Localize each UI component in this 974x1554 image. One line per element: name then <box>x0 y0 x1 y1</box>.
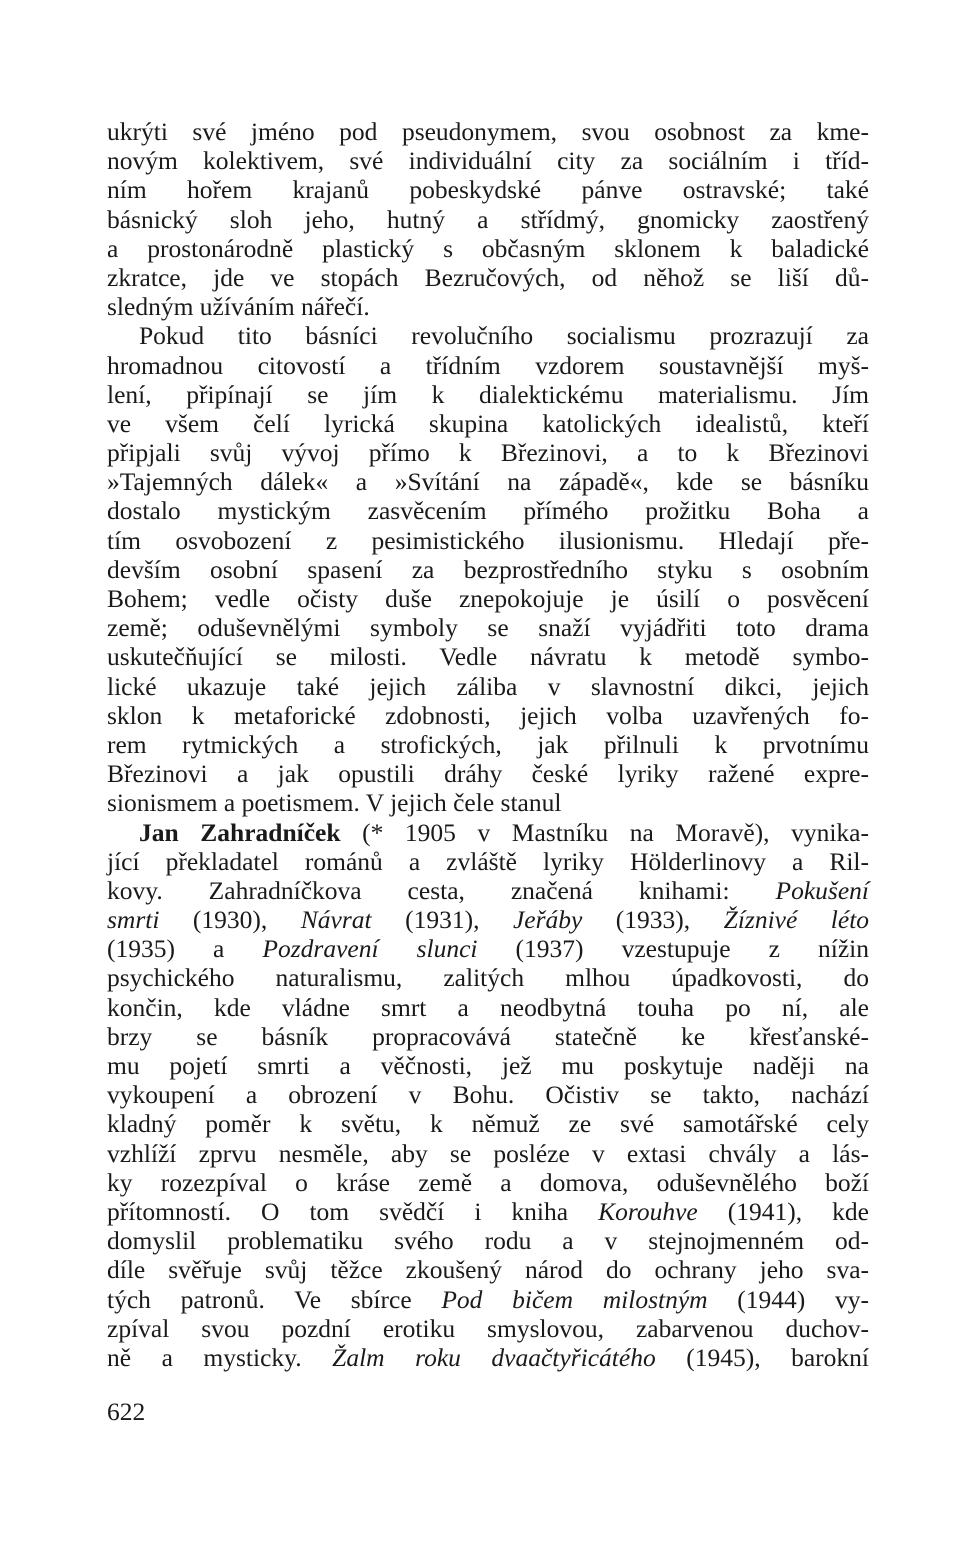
text-line <box>107 672 869 701</box>
text-run: jící překladatel románů a zvláště lyriky Hölderlinovy a Ril- <box>107 846 869 876</box>
text-line <box>107 1022 869 1051</box>
text-run: kovy. Zahradníčkova cesta, značená knihami: <box>107 875 776 905</box>
text-run: sledným užíváním nářečí. <box>107 292 370 322</box>
text-line <box>107 730 869 759</box>
text-line <box>107 993 869 1022</box>
text-run: domyslil problematiku svého rodu a v stejnojmenném od- <box>107 1226 869 1256</box>
text-line <box>107 496 869 525</box>
text-line <box>107 759 869 788</box>
text-line <box>107 380 869 409</box>
text-run: uskutečňující se milosti. Vedle návratu k metodě symbo- <box>107 642 869 672</box>
italic-title: Pokušení <box>775 875 869 905</box>
text-run: ky rozezpíval o kráse země a domova, oduševnělého boží <box>107 1167 869 1197</box>
text-run: sklon k metaforické zdobnosti, jejich volba uzavřených fo- <box>107 700 869 730</box>
page-number: 622 <box>107 1397 146 1426</box>
text-run: ve všem čelí lyrická skupina katolických idealistů, kteří <box>107 408 869 438</box>
text-line <box>107 788 869 817</box>
italic-title: Pod bičem milostným <box>441 1284 708 1314</box>
text-line <box>107 1314 869 1343</box>
text-run: přítomností. O tom svědčí i kniha <box>107 1196 599 1226</box>
text-run: Březinovi a jak opustili dráhy české lyriky ražené expre- <box>107 759 869 789</box>
text-line <box>107 438 869 467</box>
text-line <box>107 1197 869 1226</box>
text-run: dostalo mystickým zasvěcením přímého prožitku Boha a <box>107 496 869 526</box>
text-line <box>107 1109 869 1138</box>
body-text <box>107 117 869 1372</box>
text-run: devším osobní spasení za bezprostředního styku s osobním <box>107 554 869 584</box>
text-line <box>107 963 869 992</box>
text-run: mu pojetí smrti a věčnosti, jež mu poskytuje naději na <box>107 1051 869 1080</box>
text-run: »Tajemných dálek« a »Svítání na západě«, kde se básníku <box>107 467 869 497</box>
text-line <box>107 1168 869 1197</box>
text-run: lení, připínají se jím k dialektickému materialismu. Jím <box>107 379 869 409</box>
text-line <box>107 876 869 905</box>
text-line <box>107 263 869 292</box>
text-line <box>107 146 869 175</box>
text-line <box>107 934 869 963</box>
text-line <box>107 613 869 642</box>
text-run: vykoupení a obrození v Bohu. Očistiv se takto, nachází <box>107 1080 869 1110</box>
text-run: zkratce, jde ve stopách Bezručových, od něhož se liší dů- <box>107 262 869 292</box>
text-run: připjali svůj vývoj přímo k Březinovi, a to k Březinovi <box>107 438 869 468</box>
text-run: ukrýti své jméno pod pseudonymem, svou osobnost za kme- <box>107 117 869 146</box>
text-line <box>107 526 869 555</box>
text-line <box>107 584 869 613</box>
text-run: novým kolektivem, své individuální city za sociálním i tříd- <box>107 146 869 176</box>
text-run: tých patronů. Ve sbírce <box>107 1284 442 1314</box>
text-run: kladný poměr k světu, k němuž ze své samotářské cely <box>107 1109 869 1139</box>
text-run: (1944) vy- <box>707 1284 869 1314</box>
text-line <box>107 1285 869 1314</box>
text-run: a prostonárodně plastický s občasným sklonem k baladické <box>107 233 869 263</box>
text-run: díle svěřuje svůj těžce zkoušený národ do ochrany jeho sva- <box>107 1255 869 1285</box>
text-run: rem rytmických a strofických, jak přilnuli k prvotnímu <box>107 729 869 759</box>
text-run: ním hořem krajanů pobeskydské pánve ostravské; také <box>107 175 869 205</box>
text-line <box>107 1051 869 1080</box>
text-run: tím osvobození z pesimistického ilusionismu. Hledají pře- <box>107 525 869 555</box>
text-line <box>107 818 869 847</box>
text-run: sionismem a poetismem. V jejich čele stanul <box>107 788 562 818</box>
text-line <box>107 175 869 204</box>
italic-title: Jeřáby <box>512 905 583 935</box>
text-run: Bohem; vedle očisty duše znepokojuje je úsilí o posvěcení <box>107 584 869 613</box>
text-run: (* 1905 v Mastníku na Moravě), vynika- <box>340 817 869 847</box>
text-run: psychického naturalismu, zalitých mlhou úpadkovosti, do <box>107 963 869 993</box>
text-run: (1937) vzestupuje z nížin <box>477 934 869 964</box>
text-run: ně a mysticky. <box>107 1342 333 1372</box>
text-run: (1945), barokní <box>655 1342 869 1372</box>
text-run: zpíval svou pozdní erotiku smyslovou, zabarvenou duchov- <box>107 1313 869 1343</box>
text-line <box>107 292 869 321</box>
text-run: (1941), kde <box>697 1196 869 1226</box>
text-run: hromadnou citovostí a třídním vzdorem soustavnější myš- <box>107 350 869 380</box>
text-line <box>107 351 869 380</box>
italic-title: Pozdravení slunci <box>262 934 478 964</box>
text-run: brzy se básník propracovává statečně ke křesťanské- <box>107 1021 869 1051</box>
text-run: lické ukazuje také jejich záliba v slavnostní dikci, jejich <box>107 671 869 701</box>
text-run: básnický sloh jeho, hutný a střídmý, gnomicky zaostřený <box>107 204 869 234</box>
text-line <box>107 555 869 584</box>
text-line <box>107 1255 869 1284</box>
text-run: končin, kde vládne smrt a neodbytná touha po ní, ale <box>107 992 869 1022</box>
text-run: (1931), <box>371 905 513 935</box>
italic-title: Korouhve <box>598 1196 698 1226</box>
italic-title: Žalm roku dvaačtyřicátého <box>332 1342 656 1372</box>
text-line <box>107 409 869 438</box>
text-line <box>107 321 869 350</box>
text-run: vzhlíží zprvu nesměle, aby se posléze v extasi chvály a lás- <box>107 1138 869 1168</box>
text-line <box>107 1080 869 1109</box>
text-line <box>107 467 869 496</box>
text-run: Pokud tito básníci revolučního socialismu prozrazují za <box>139 321 869 351</box>
text-run: (1935) a <box>107 934 263 964</box>
author-name: Jan Zahradníček <box>139 817 341 847</box>
text-line <box>107 642 869 671</box>
text-line <box>107 234 869 263</box>
text-line <box>107 117 869 146</box>
text-line <box>107 701 869 730</box>
text-line <box>107 1226 869 1255</box>
text-run: země; oduševnělými symboly se snaží vyjádřiti toto drama <box>107 613 869 643</box>
text-line <box>107 1139 869 1168</box>
text-line <box>107 905 869 934</box>
italic-title: Návrat <box>300 905 372 935</box>
italic-title: Žíznivé léto <box>723 905 870 935</box>
italic-title: smrti <box>107 905 160 935</box>
text-line <box>107 847 869 876</box>
text-line <box>107 205 869 234</box>
text-run: (1933), <box>582 905 724 935</box>
text-line <box>107 1343 869 1372</box>
text-run: (1930), <box>159 905 301 935</box>
